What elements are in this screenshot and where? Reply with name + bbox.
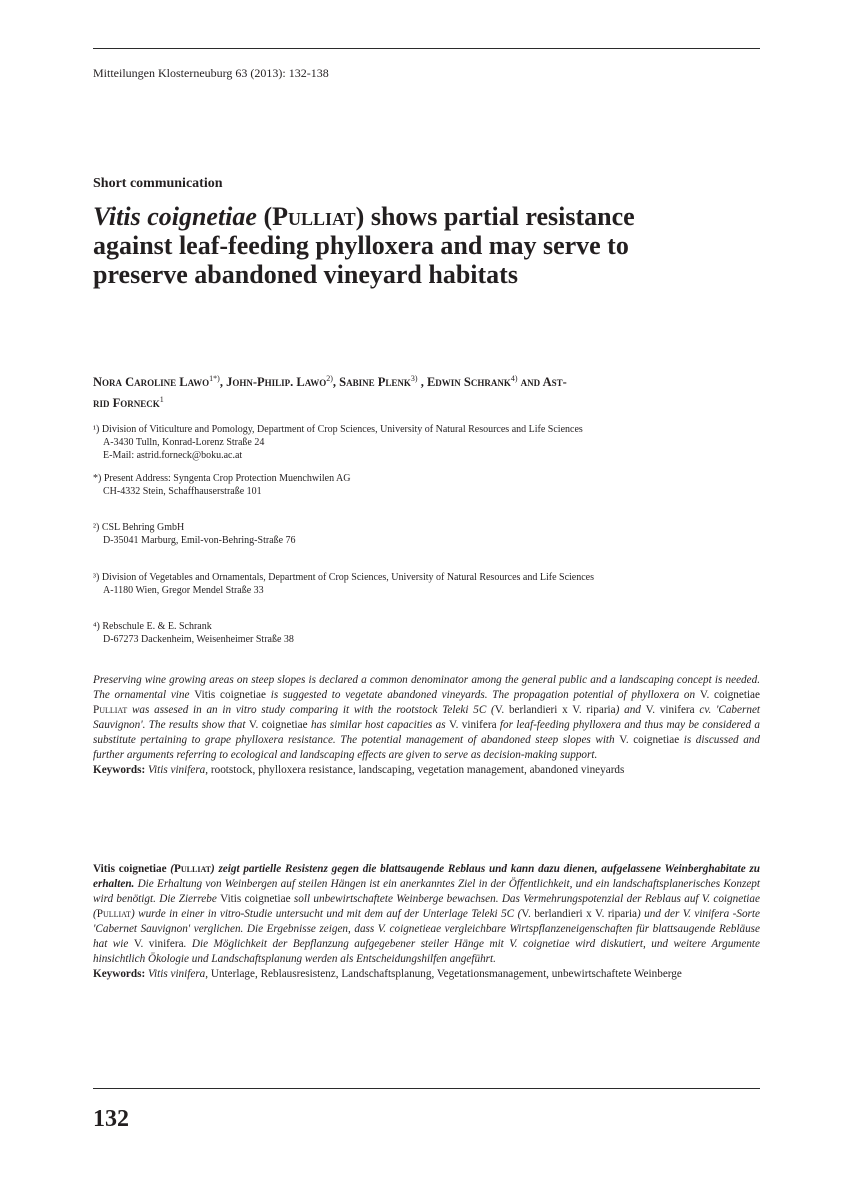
author-affil-mark: 1	[159, 395, 164, 405]
abstract-text: ) and	[615, 704, 646, 716]
abstract-text: cv. 'Cabernet Sauvignon'. The results show that	[93, 704, 761, 731]
taxon-authority: Pulliat	[93, 704, 128, 716]
affil-marker: ³)	[93, 572, 100, 583]
author-affil-mark: 2)	[326, 374, 333, 383]
abstract-text: is suggested to vegetate abandoned vineyards. The propagation potential of phylloxera on	[266, 689, 700, 701]
taxon-name: V. vinifera	[448, 719, 497, 731]
abstract-text: Preserving wine growing areas on steep slopes is declared a common denominator among the general public and a landscaping concept is needed. The ornamental vine	[93, 674, 760, 701]
affil-line: CSL Behring GmbH	[99, 522, 185, 533]
paper-title	[93, 202, 783, 289]
keywords-text: , rootstock, phylloxera resistance, landscaping, vegetation management, abandoned vineyards	[205, 764, 625, 776]
title-species: Vitis coignetiae	[93, 202, 257, 231]
abstract-english	[93, 673, 760, 778]
keywords-label: Keywords:	[93, 764, 146, 776]
taxon-authority: Pulliat	[96, 908, 131, 920]
author-name: Nora Caroline Lawo	[93, 375, 210, 390]
keywords-label: Keywords:	[93, 968, 146, 980]
abstract-german	[93, 862, 760, 982]
abstract-text: ) und der V. vinifera -Sorte 'Cabernet Sauvignon' verglichen. Die Ergebnisse zeigen, dass V. coignetieae vergleichbare Wirtspflanzeneigenschaften für blattsaugende Rebläuse hat wie	[93, 908, 760, 950]
author-name: , Edwin Schrank	[417, 375, 511, 390]
abstract-text: has similar host capacities as	[307, 719, 449, 731]
author-name: , Sabine Plenk	[332, 375, 411, 390]
affil-line: Division of Vegetables and Ornamentals, Department of Crop Sciences, University of Natural Resources and Life Sciences	[99, 572, 595, 583]
author-list	[93, 370, 760, 412]
affil-line: Rebschule E. & E. Schrank	[99, 621, 212, 632]
taxon-name: Vitis coignetiae	[93, 863, 167, 875]
journal-citation: Mitteilungen Klosterneuburg 63 (2013): 132-138	[93, 66, 329, 80]
affiliation-1	[93, 423, 760, 462]
taxon-name: V. vinifera	[645, 704, 695, 716]
affil-line: Present Address: Syngenta Crop Protection Muenchwilen AG	[101, 473, 351, 484]
keywords-german	[93, 967, 760, 982]
keywords-text: , Unterlage, Reblausresistenz, Landschaftsplanung, Vegetationsmanagement, unbewirtschaftete Weinberge	[205, 968, 682, 980]
taxon-name: V. coignetiae	[699, 689, 760, 701]
keywords-english	[93, 763, 760, 778]
affil-email: E-Mail: astrid.forneck@boku.ac.at	[103, 450, 243, 461]
title-authority: (Pulliat)	[263, 202, 365, 231]
title-line2: against leaf-feeding phylloxera and may serve to	[93, 231, 629, 260]
affiliation-4	[93, 620, 760, 646]
title-line3: preserve abandoned vineyard habitats	[93, 260, 518, 289]
abstract-text: ) wurde in einer in vitro-Studie untersucht und mit dem auf der Unterlage Teleki 5C (	[130, 908, 522, 920]
abstract-text: for leaf-feeding phylloxera and thus may be considered a substitute pertaining to grape phylloxera resistance. The potential management of abandoned steep slopes with	[93, 719, 760, 746]
affil-marker: ²)	[93, 522, 100, 533]
taxon-name: V. coignetiae	[248, 719, 308, 731]
keyword-taxon: Vitis vinifera	[148, 968, 206, 980]
affil-marker: ⁴)	[93, 621, 100, 632]
affil-marker: ¹)	[93, 424, 100, 435]
section-label: Short communication	[93, 176, 223, 191]
title-line1: shows partial resistance	[370, 202, 635, 231]
affil-line: D-67273 Dackenheim, Weisenheimer Straße 38	[103, 634, 294, 645]
taxon-name: V. berlandieri x V. riparia	[521, 908, 638, 920]
author-name: , John-Philip. Lawo	[219, 375, 327, 390]
affiliation-present	[93, 472, 760, 498]
abstract-text: soll unbewirtschaftete Weinberge bewachsen. Das Vermehrungspotenzial der Reblaus auf V. coignetiae (	[93, 893, 760, 920]
abstract-text: is discussed and further arguments referring to ecological and landscaping effects are given to serve as decision-making support.	[93, 734, 760, 761]
taxon-authority: Pulliat	[174, 863, 211, 875]
keyword-taxon: Vitis vinifera	[148, 764, 206, 776]
abstract-heading: (	[166, 863, 175, 875]
footer-rule	[93, 1088, 760, 1089]
author-name: and Ast-	[517, 375, 567, 390]
affiliation-3	[93, 571, 760, 597]
abstract-heading: ) zeigt partielle Resistenz gegen die blattsaugende Reblaus und kann dazu dienen, aufgelassene Weinberghabitate zu erhalten.	[93, 863, 760, 890]
abstract-text: was assesed in an in vitro study comparing it with the rootstock Teleki 5C (	[127, 704, 495, 716]
affil-line: CH-4332 Stein, Schaffhauserstraße 101	[103, 486, 262, 497]
author-affil-mark: 3)	[410, 374, 418, 383]
abstract-text: Die Erhaltung von Weinbergen auf steilen Hängen ist ein anerkanntes Ziel in der Öffentlichkeit, und ein landschaftsplanerisches Konzept wird benötigt. Die Zierrebe	[93, 878, 760, 905]
taxon-name: V. coignetiae	[619, 734, 680, 746]
taxon-name: V. berlandieri x V. riparia	[494, 704, 616, 716]
taxon-name: V. vinifera	[133, 938, 184, 950]
author-name: rid Forneck	[93, 396, 160, 411]
affiliation-2	[93, 521, 760, 547]
affil-line: A-3430 Tulln, Konrad-Lorenz Straße 24	[103, 437, 265, 448]
taxon-name: Vitis coignetiae	[194, 689, 266, 701]
abstract-text: . Die Möglichkeit der Bepflanzung aufgegebener steiler Hänge mit V. coignetiae wird diskutiert, und weitere Argumente hinsichtlich Ökologie und Landschaftsplanung werden als Entscheidungshilfen angeführt.	[93, 938, 761, 965]
author-affil-mark: 1*)	[209, 374, 220, 383]
affil-line: Division of Viticulture and Pomology, Department of Crop Sciences, University of Natural Resources and Life Sciences	[99, 424, 583, 435]
taxon-name: Vitis coignetiae	[220, 893, 291, 905]
affil-line: D-35041 Marburg, Emil-von-Behring-Straße 76	[103, 535, 296, 546]
affil-marker: *)	[93, 473, 102, 484]
page-number: 132	[93, 1106, 129, 1132]
author-affil-mark: 4)	[510, 374, 518, 383]
affil-line: A-1180 Wien, Gregor Mendel Straße 33	[103, 585, 264, 596]
header-rule	[93, 48, 760, 49]
